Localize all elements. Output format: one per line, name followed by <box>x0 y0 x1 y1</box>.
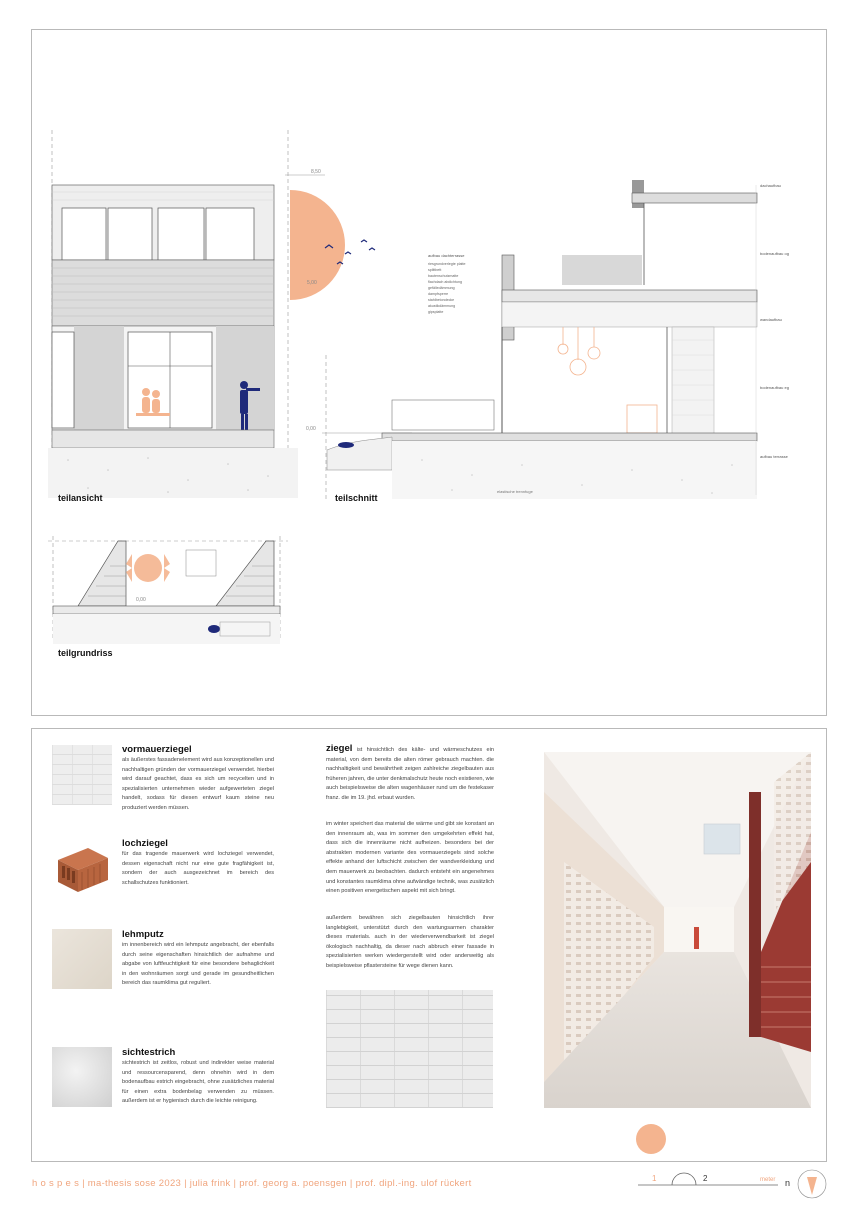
vormauerziegel-swatch <box>52 745 112 805</box>
scale-unit: meter <box>760 1177 776 1183</box>
material-title: lehmputz <box>122 929 164 940</box>
svg-text:aufbau terrasse: aufbau terrasse <box>760 454 788 459</box>
brick-texture-image <box>326 990 493 1108</box>
essay-paragraph-2: im winter speichert das material die wärme und gibt sie konstant an den innenraum ab, was im sommer den umgekehrten effekt hat, dass sich die innenräume nicht aufheizen. besonders bei der abstrakten modernen variante des vormauerziegels sind solche effekte anhand der luftschicht zwischen der wandverkleidung und dem mauerwerk zu beobachten. dadurch entsteht ein angenehmes und konstantes raumklima ohne aufwändige technik, was zusätzlich einen positiven energetischen aspekt mit sich bringt. <box>326 821 494 895</box>
essay-paragraph-3: außerdem bewähren sich ziegelbauten hinsichtlich ihrer langlebigkeit, unterstützt durch den wartungsarmen charakter dieses materials. auch in der wiederverwendbarkeit ist ziegel ökologisch nachhaltig, da dieser nach abbruch einer fassade in spezialisierten werken wiedergerstellt wird oder anderweitig als beispielsweise pflastersteine für wege dienen kann. <box>326 915 494 969</box>
svg-text:stahlbetondecke: stahlbetondecke <box>428 298 455 302</box>
material-title: lochziegel <box>122 838 168 849</box>
material-title: vormauerziegel <box>122 744 192 755</box>
svg-text:splittbett: splittbett <box>428 268 442 272</box>
svg-text:bodenaufbau eg: bodenaufbau eg <box>760 385 789 390</box>
svg-text:gefälledämmung: gefälledämmung <box>428 286 455 290</box>
caption-section: teilschnitt <box>335 493 378 503</box>
svg-text:akustikdämmung: akustikdämmung <box>428 304 456 308</box>
essay-p1-text: ist hinsichtlich des kälte- und wärmeschutzes ein material, von dem bereits die alten römer gebrauch machten. die nachhaltigkeit und bewährtheit zeigen zahlreiche ziegelbauten aus früheren jahren, die unter denkmalschutz heute noch existieren, wie auch beispielsweise die alten wagenhäuser rund um die festekaser franz. die im 19. jhd. erbaut wurden. <box>326 747 494 801</box>
essay-first-word: ziegel <box>326 743 353 754</box>
svg-text:aufbau dachterrasse: aufbau dachterrasse <box>428 253 465 258</box>
elevation-drawing <box>48 130 298 505</box>
svg-text:bodenaufbau og: bodenaufbau og <box>760 251 789 256</box>
caption-elevation: teilansicht <box>58 493 103 503</box>
essay-paragraph-1 <box>326 744 494 804</box>
level-plan: 0,00 <box>136 597 146 603</box>
level-ground-section: 0,00 <box>306 426 316 432</box>
svg-text:flachdach abdichtung: flachdach abdichtung <box>428 280 462 284</box>
scale-label-1: 1 <box>652 1174 657 1183</box>
north-label: n <box>785 1178 791 1188</box>
scale-label-2: 2 <box>703 1174 708 1183</box>
material-title: sichtestrich <box>122 1047 176 1058</box>
plan-drawing <box>48 536 298 651</box>
lochziegel-swatch <box>52 838 112 898</box>
svg-text:bautenschutzmatte: bautenschutzmatte <box>428 274 459 278</box>
interior-render-image <box>544 752 811 1108</box>
svg-text:dampfsperre: dampfsperre <box>428 292 449 296</box>
material-text: für das tragende mauerwerk wird lochziegel verwendet, dessen eigenschaft nicht nur eine gute fragfähigkeit ist, sondern der auch ausgezeichnet im bereich des schallschutzes funktioniert. <box>122 851 274 886</box>
svg-text:wandaufbau: wandaufbau <box>760 317 782 322</box>
material-text: sichtestrich ist zeitlos, robust und indirekter weise material und ressourcensparend, denn ohnehin wird in dem bodenaufbau estrich eingebracht, ohne zusätzliches material für einen extra bodenbelag verwenden zu müssen. außerdem ist er hygienisch durch die leichte reinigung. <box>122 1060 274 1105</box>
material-text: als äußerstes fassadenelement wird aus konzeptionellen und nachhaltigen gründen der vormauerziegel verwendet. hierbei wird darauf geachtet, dass es sich um recycelten und in spezialisierten unternehmen wieder aufgewerteten ziegel handelt, sodass für diesen entwurf kaum steine neu produziert werden müssen. <box>122 757 274 811</box>
footer-credits: h o s p e s | ma-thesis sose 2023 | julia frink | prof. georg a. poensgen | prof. dipl.-ing. ulof rückert <box>32 1178 472 1189</box>
material-text: im innenbereich wird ein lehmputz angebracht, der ebenfalls durch seine eigenschaften hinsichtlich der aufnahme und abgabe von luftfeuchtigkeit für eine besondere behaglichkeit in den wohnräumen sorgt und gerade im gesundheitlichen bereich das raumklima gut reguliert. <box>122 942 274 987</box>
caption-plan: teilgrundriss <box>58 648 113 658</box>
level-mid: 5,00 <box>307 280 317 286</box>
lehmputz-swatch <box>52 929 112 989</box>
level-top: 8,50 <box>311 169 321 175</box>
svg-text:riesgrundverlegte platte: riesgrundverlegte platte <box>428 262 466 266</box>
section-note: elastische trennfuge <box>497 489 533 494</box>
svg-text:gipsplatte: gipsplatte <box>428 310 444 314</box>
north-arrow-icon <box>796 1168 828 1200</box>
sichtestrich-swatch <box>52 1047 112 1107</box>
svg-text:dachaufbau: dachaufbau <box>760 183 781 188</box>
orange-circle-decoration <box>636 1124 666 1154</box>
